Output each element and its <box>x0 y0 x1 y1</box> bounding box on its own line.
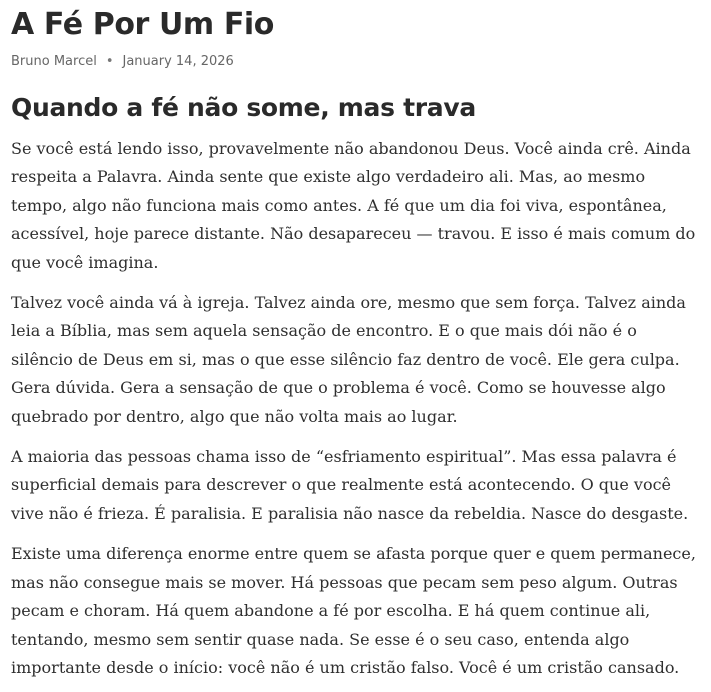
paragraph-4: Existe uma diferença enorme entre quem se afasta porque quer e quem permanece, mas não consegue mais se mover. Há pessoas que pecam sem peso algum. Outras pecam e choram. Há quem abandone a fé por escolha. E há quem continue ali, tentando, mesmo sem sentir quase nada. Se esse é o seu caso, entenda algo importante desde o início: você não é um cristão falso. Você é um cristão cansado. <box>11 544 696 677</box>
article-body <box>11 135 699 682</box>
post-title: A Fé Por Um Fio <box>11 7 275 42</box>
paragraph-1: Se você está lendo isso, provavelmente não abandonou Deus. Você ainda crê. Ainda respeita a Palavra. Ainda sente que existe algo verdadeiro ali. Mas, ao mesmo tempo, algo não funciona mais como antes. A fé que um dia foi viva, espontânea, acessível, hoje parece distante. Não desapareceu — travou. E isso é mais comum do que você imagina. <box>11 139 696 272</box>
post-meta <box>11 54 699 70</box>
paragraph-3: A maioria das pessoas chama isso de “esfriamento espiritual”. Mas essa palavra é superficial demais para descrever o que realmente está acontecendo. O que você vive não é frieza. É paralisia. E paralisia não nasce da rebeldia. Nasce do desgaste. <box>11 447 689 523</box>
section-heading: Quando a fé não some, mas trava <box>11 93 476 122</box>
publish-date: January 14, 2026 <box>122 54 234 69</box>
author-name[interactable]: Bruno Marcel <box>11 54 97 69</box>
paragraph-2: Talvez você ainda vá à igreja. Talvez ainda ore, mesmo que sem força. Talvez ainda leia a Bíblia, mas sem aquela sensação de encontro. E o que mais dói não é o silêncio de Deus em si, mas o que esse silêncio faz dentro de você. Ele gera culpa. Gera dúvida. Gera a sensação de que o problema é você. Como se houvesse algo quebrado por dentro, algo que não volta mais ao lugar. <box>11 293 686 426</box>
meta-separator: • <box>105 54 114 69</box>
